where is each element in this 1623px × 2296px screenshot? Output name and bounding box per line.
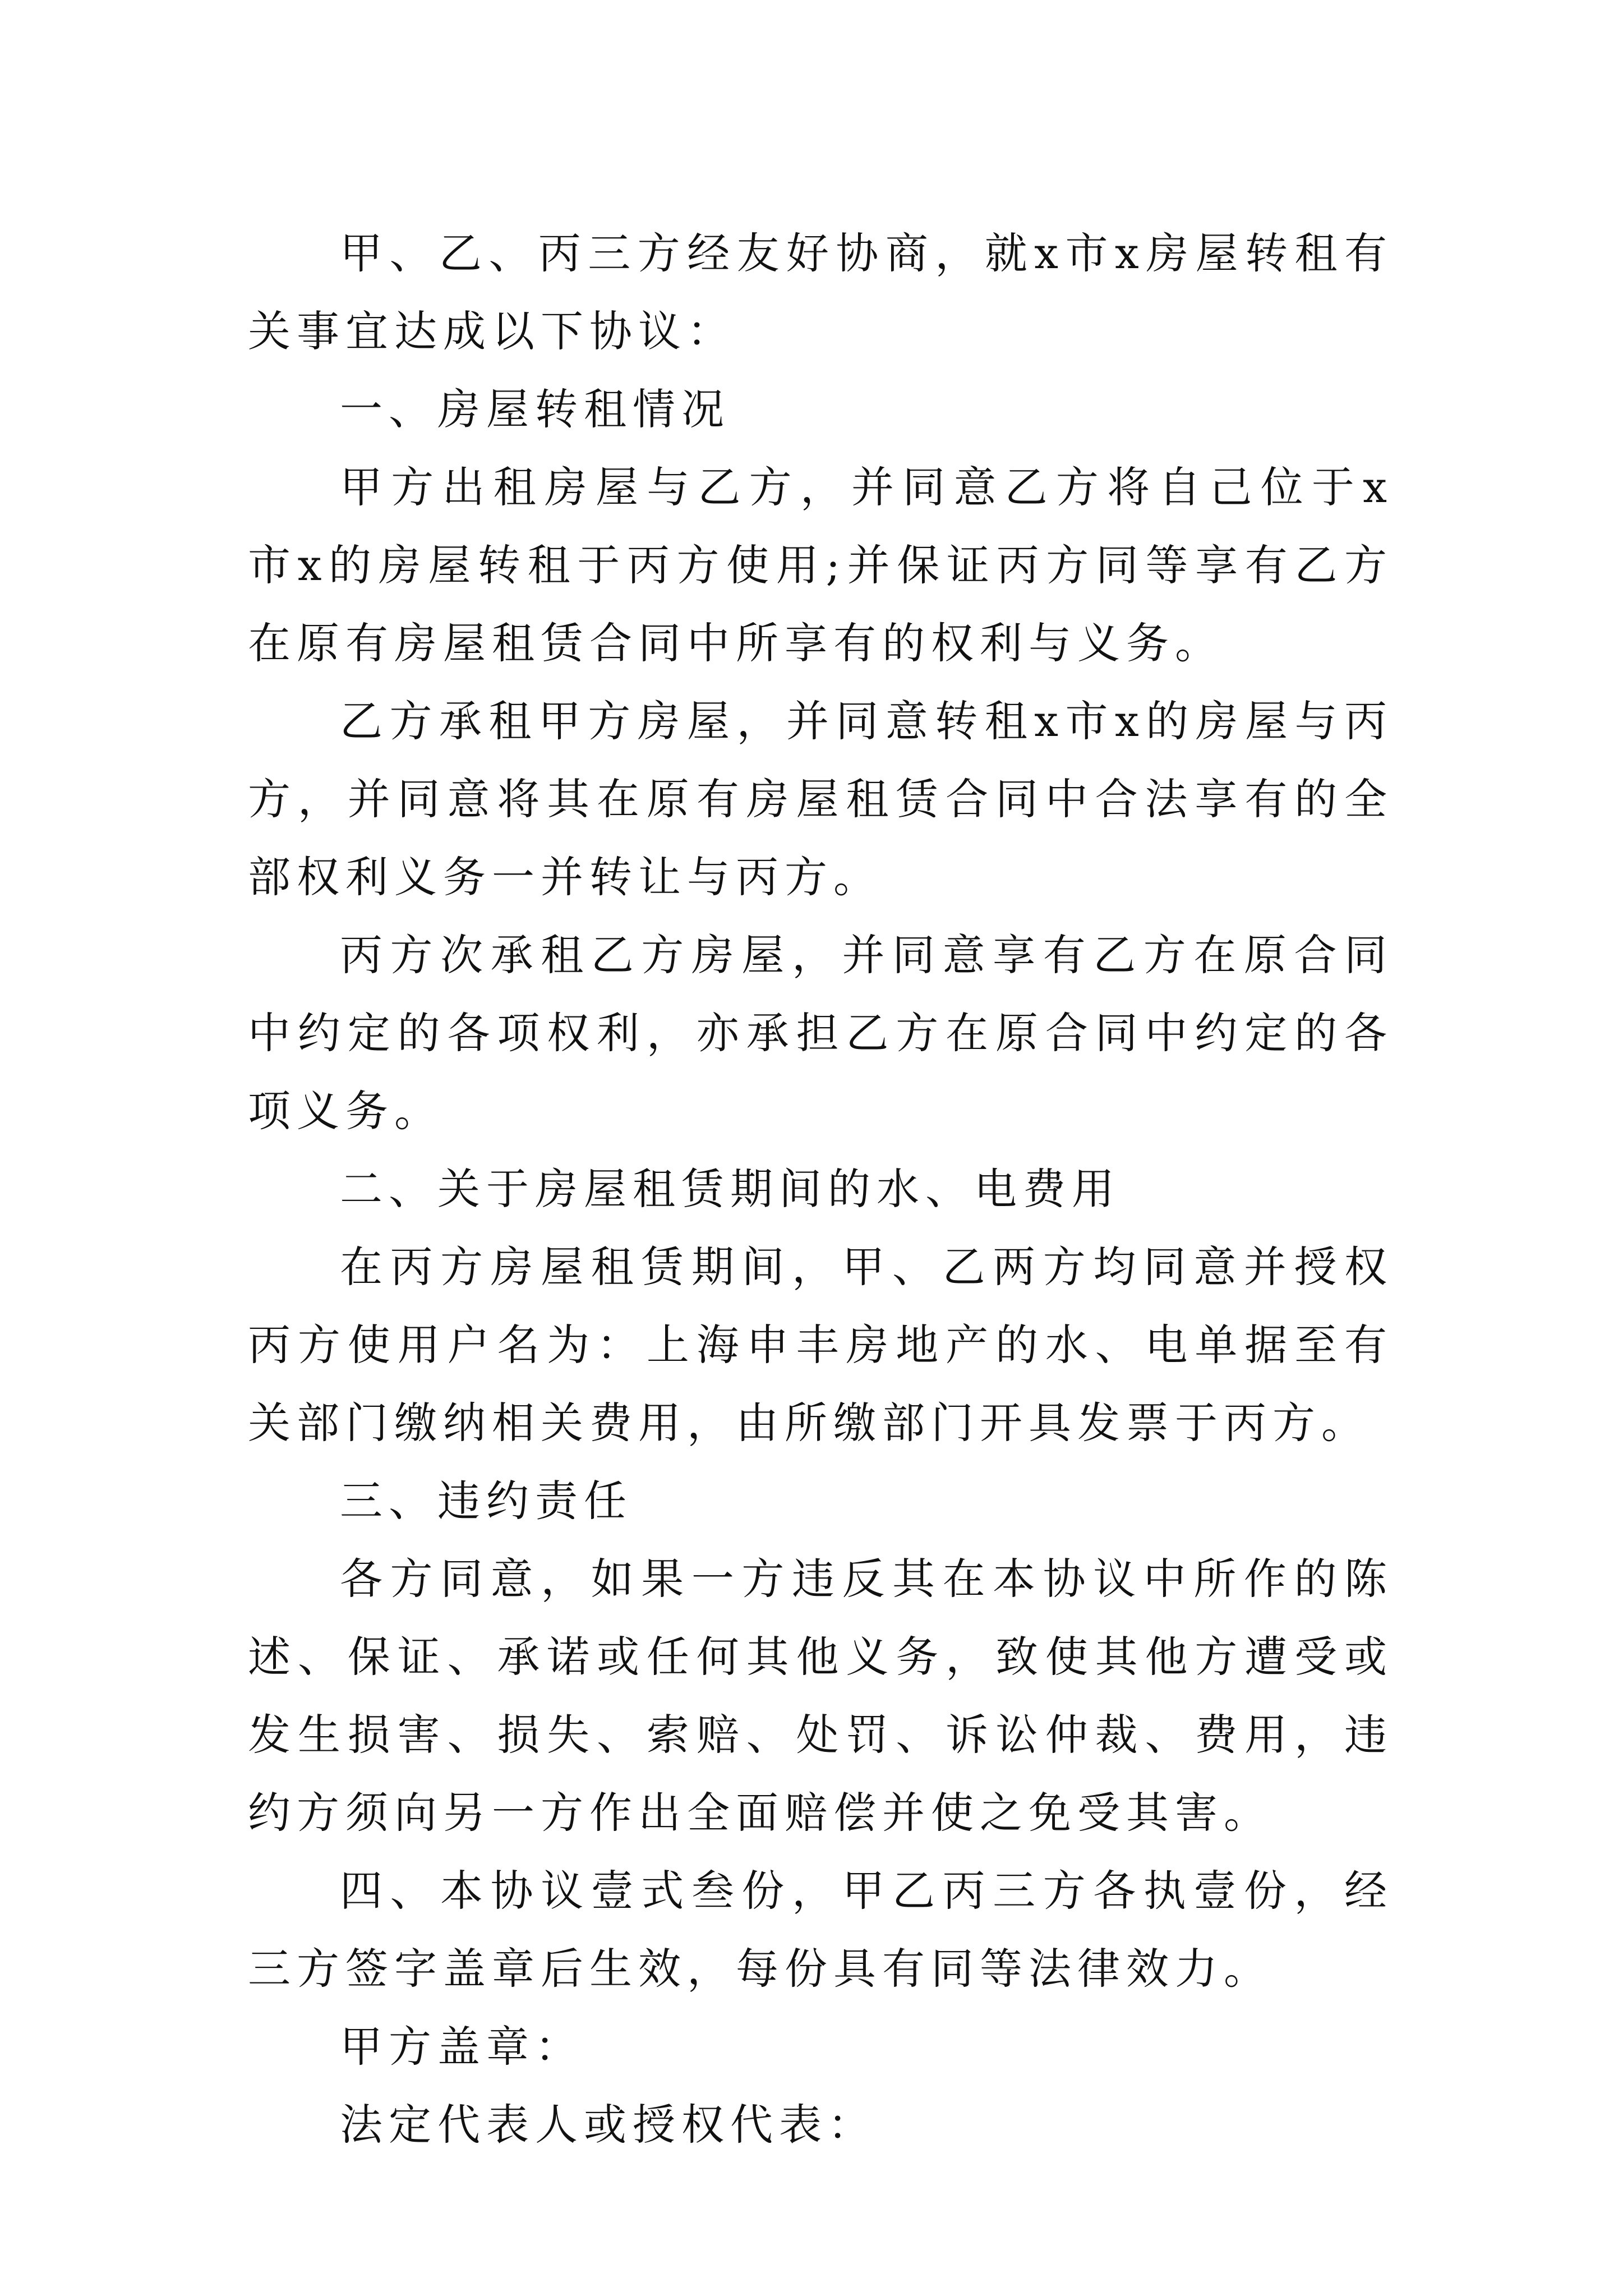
paragraph-party-a: 甲方出租房屋与乙方，并同意乙方将自己位于x市x的房屋转租于丙方使用;并保证丙方同等享有乙方在原有房屋租赁合同中所享有的权利与义务。 — [248, 462, 1393, 668]
signature-party-a: 甲方盖章： — [340, 2022, 584, 2072]
paragraph-liability: 各方同意，如果一方违反其在本协议中所作的陈述、保证、承诺或任何其他义务，致使其他方遭受或发生损害、损失、索赔、处罚、诉讼仲裁、费用，违约方须向另一方作出全面赔偿并使之免受其害。 — [248, 1554, 1393, 1838]
paragraph-party-b: 乙方承租甲方房屋，并同意转租x市x的房屋与丙方，并同意将其在原有房屋租赁合同中合法享有的全部权利义务一并转让与丙方。 — [248, 696, 1393, 902]
section-heading-1: 一、房屋转租情况 — [340, 384, 730, 434]
paragraph-intro: 甲、乙、丙三方经友好协商，就x市x房屋转租有关事宜达成以下协议： — [248, 228, 1393, 356]
signature-representative: 法定代表人或授权代表： — [340, 2100, 877, 2150]
paragraph-utilities: 在丙方房屋租赁期间，甲、乙两方均同意并授权丙方使用户名为：上海申丰房地产的水、电单据至有关部门缴纳相关费用，由所缴部门开具发票于丙方。 — [248, 1242, 1393, 1448]
document-body — [248, 214, 1393, 2164]
section-heading-3: 三、违约责任 — [340, 1476, 633, 1526]
paragraph-copies: 四、本协议壹式叁份，甲乙丙三方各执壹份，经三方签字盖章后生效，每份具有同等法律效力。 — [248, 1866, 1393, 1994]
paragraph-party-c: 丙方次承租乙方房屋，并同意享有乙方在原合同中约定的各项权利，亦承担乙方在原合同中约定的各项义务。 — [248, 930, 1393, 1136]
section-heading-2: 二、关于房屋租赁期间的水、电费用 — [340, 1164, 1121, 1214]
